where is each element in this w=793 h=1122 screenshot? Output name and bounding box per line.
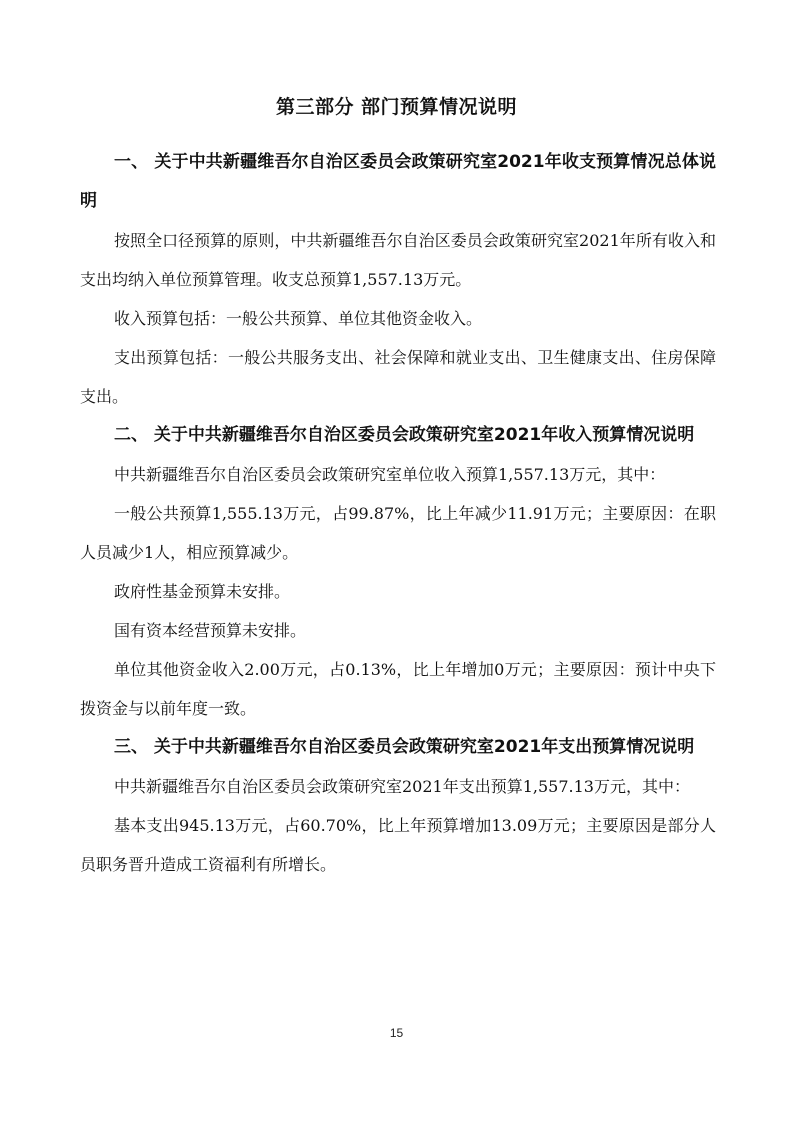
section-1 [80,143,716,416]
section-2 [80,416,716,728]
page-title: 第三部分 部门预算情况说明 [275,96,518,118]
section-heading: 三、 关于中共新疆维吾尔自治区委员会政策研究室2021年支出预算情况说明 [114,737,695,757]
paragraph: 政府性基金预算未安排。 [114,582,291,601]
paragraph: 收入预算包括：一般公共预算、单位其他资金收入。 [114,309,483,328]
paragraph: 支出预算包括：一般公共服务支出、社会保障和就业支出、卫生健康支出、住房保障支出。 [80,348,716,406]
page-number: 15 [389,1026,404,1040]
document-body [80,143,716,884]
paragraph: 中共新疆维吾尔自治区委员会政策研究室单位收入预算1,557.13万元，其中： [114,465,666,484]
paragraph: 单位其他资金收入2.00万元，占0.13%，比上年增加0万元；主要原因：预计中央下拨资金与以前年度一致。 [80,660,716,718]
paragraph: 按照全口径预算的原则，中共新疆维吾尔自治区委员会政策研究室2021年所有收入和支出均纳入单位预算管理。收支总预算1,557.13万元。 [80,231,716,289]
section-heading: 一、 关于中共新疆维吾尔自治区委员会政策研究室2021年收支预算情况总体说明 [80,152,716,211]
section-3 [80,728,716,884]
paragraph: 国有资本经营预算未安排。 [114,621,307,640]
paragraph: 中共新疆维吾尔自治区委员会政策研究室2021年支出预算1,557.13万元，其中： [114,777,690,796]
paragraph: 一般公共预算1,555.13万元，占99.87%，比上年减少11.91万元；主要原因：在职人员减少1人，相应预算减少。 [80,504,716,562]
paragraph: 基本支出945.13万元，占60.70%，比上年预算增加13.09万元；主要原因是部分人员职务晋升造成工资福利有所增长。 [80,816,716,874]
section-heading: 二、 关于中共新疆维吾尔自治区委员会政策研究室2021年收入预算情况说明 [114,425,695,445]
